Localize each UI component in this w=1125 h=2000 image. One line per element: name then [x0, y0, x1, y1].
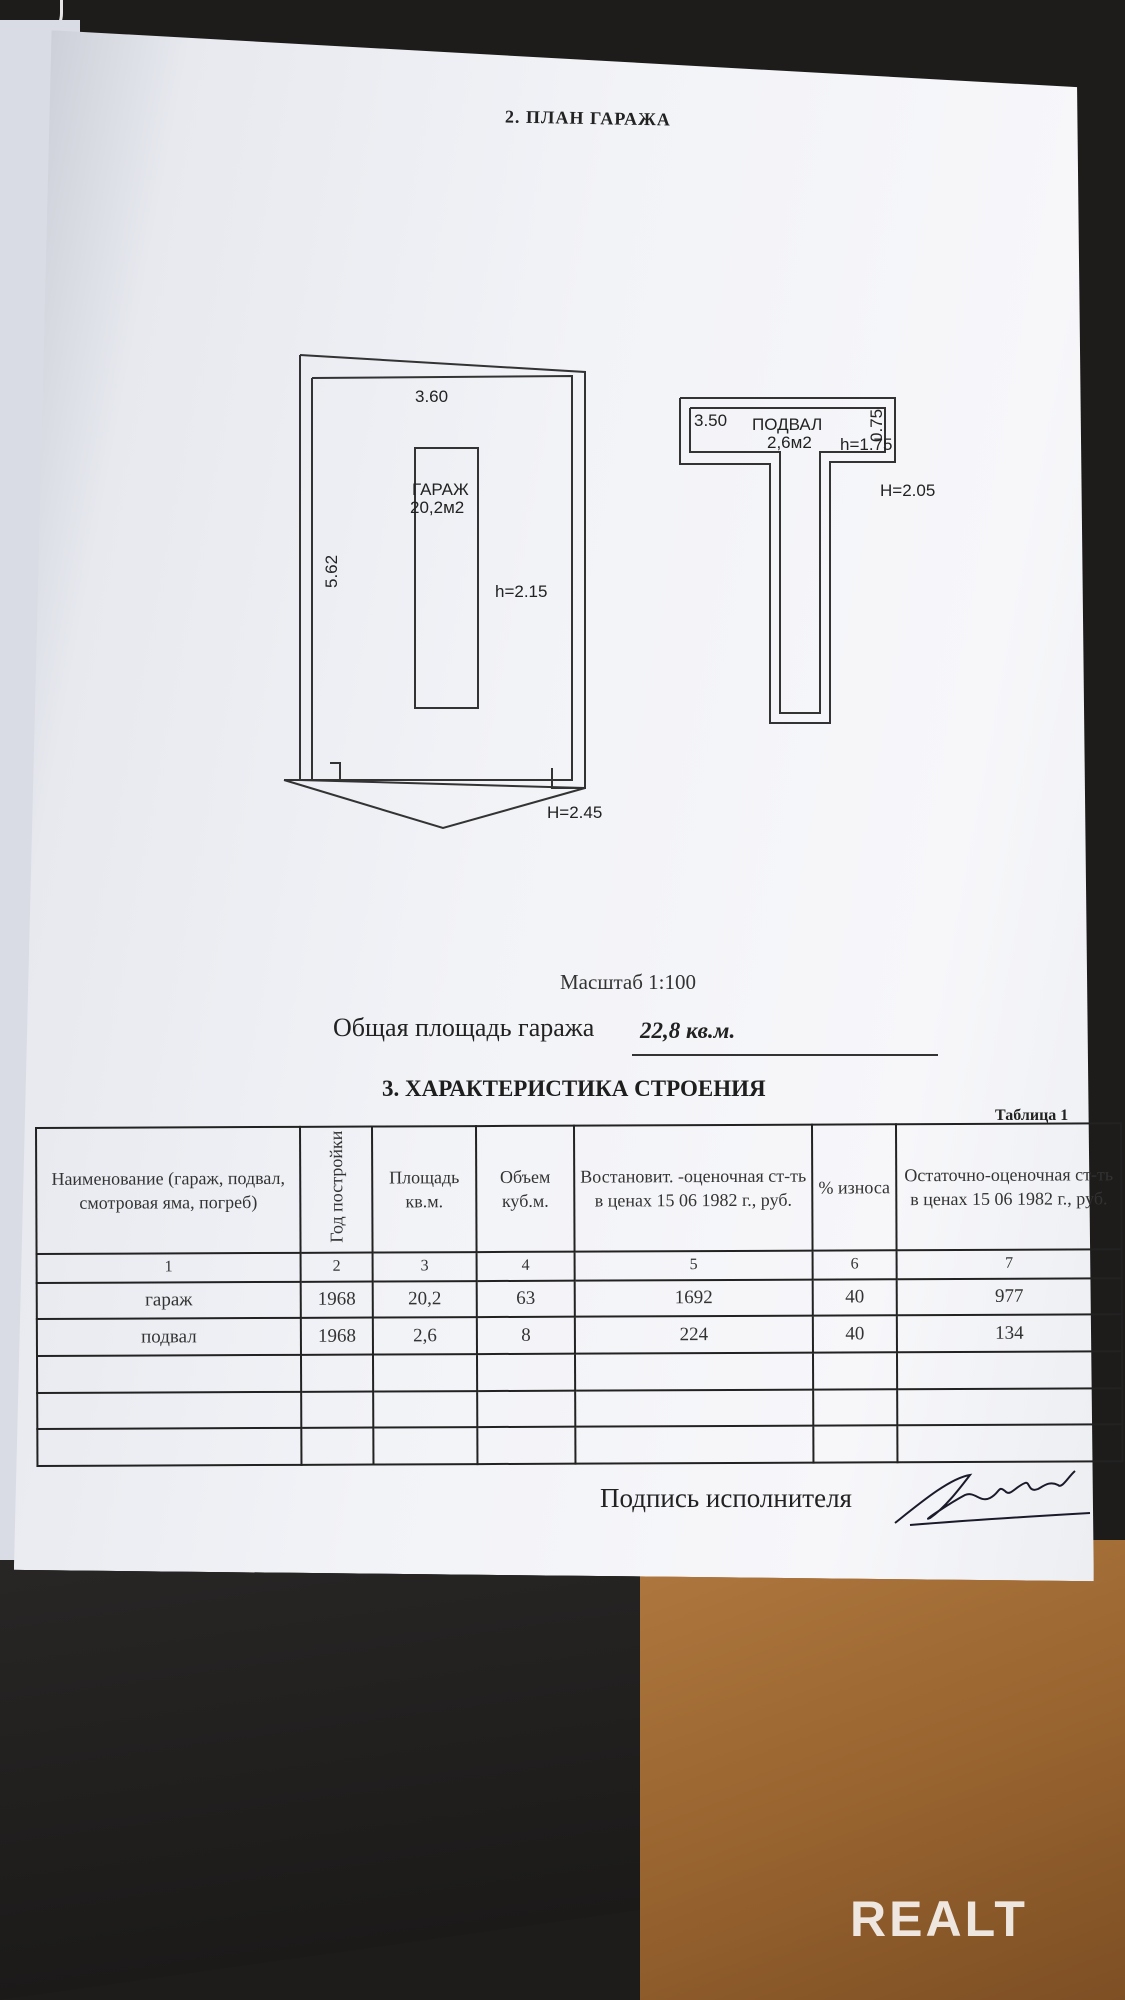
garage-outer-wall — [300, 355, 585, 788]
column-number: 4 — [477, 1252, 575, 1281]
table-row — [37, 1314, 1122, 1355]
total-area-value: 22,8 кв.м. — [640, 1018, 736, 1043]
realt-watermark-logo: REALT — [850, 1891, 1028, 1947]
cell-volume: 63 — [477, 1280, 575, 1317]
cell-area: 20,2 — [373, 1281, 477, 1318]
column-number: 7 — [897, 1249, 1122, 1279]
cellar-outer-height: H=2.05 — [880, 481, 936, 500]
header-area: Площадь кв.м. — [372, 1126, 477, 1252]
garage-width-label: 3.60 — [415, 387, 449, 406]
cellar-width-label: 3.50 — [694, 411, 728, 430]
cell-volume: 8 — [477, 1317, 575, 1354]
header-name: Наименование (гараж, подвал, смотровая яма, погреб) — [36, 1127, 301, 1254]
cell-name: подвал — [37, 1318, 301, 1356]
total-area-label: Общая площадь гаража — [333, 1013, 595, 1042]
cellar-inner-height: h=1.75 — [840, 435, 893, 454]
header-year-text: Год постройки — [325, 1130, 347, 1243]
empty-table-row — [37, 1425, 1122, 1466]
cell-replacement-cost: 224 — [575, 1316, 813, 1354]
scale-label: Масштаб 1:100 — [560, 970, 697, 994]
cell-year: 1968 — [301, 1281, 373, 1318]
column-number: 2 — [301, 1253, 373, 1282]
garage-room-name: ГАРАЖ — [412, 480, 469, 499]
building-characteristics-table — [35, 1122, 1123, 1467]
cell-residual-cost: 134 — [897, 1314, 1122, 1352]
empty-table-row — [37, 1388, 1122, 1429]
header-volume: Объем куб.м. — [476, 1126, 575, 1252]
garage-inner-wall — [312, 376, 572, 780]
characteristics-section-title: 3. ХАРАКТЕРИСТИКА СТРОЕНИЯ — [382, 1076, 766, 1101]
cellar-depth-label: 0.75 — [867, 408, 886, 442]
table-number-label: Таблица 1 — [995, 1107, 1069, 1124]
cell-wear: 40 — [813, 1279, 897, 1316]
garage-floor-plan — [270, 340, 970, 840]
header-wear: % износа — [812, 1124, 897, 1250]
header-residual-cost: Остаточно-оценочная ст-ть в ценах 15 06 1982 г., руб. — [896, 1123, 1122, 1250]
column-number: 5 — [575, 1251, 813, 1281]
cell-residual-cost: 977 — [897, 1278, 1122, 1316]
table-header-row — [36, 1123, 1122, 1254]
garage-gate — [552, 768, 585, 788]
header-replacement-cost: Востановит. -оценочная ст-ть в ценах 15 06 1982 г., руб. — [574, 1125, 813, 1252]
table-row — [37, 1278, 1122, 1319]
column-number: 3 — [373, 1252, 477, 1281]
column-number: 6 — [813, 1250, 897, 1279]
garage-inner-height: h=2.15 — [495, 582, 548, 601]
cell-area: 2,6 — [373, 1317, 477, 1354]
garage-length-label: 5.62 — [322, 554, 341, 588]
cell-name: гараж — [37, 1281, 301, 1319]
header-year — [300, 1127, 373, 1253]
cell-year: 1968 — [301, 1318, 373, 1355]
cellar-room-name: ПОДВАЛ — [752, 415, 823, 434]
column-number: 1 — [37, 1253, 301, 1283]
signature-label: Подпись исполнителя — [600, 1483, 852, 1513]
total-area-underline — [632, 1054, 938, 1056]
garage-outer-height: H=2.45 — [547, 803, 603, 822]
cell-wear: 40 — [813, 1315, 897, 1352]
cell-replacement-cost: 1692 — [575, 1279, 813, 1317]
handwritten-signature — [890, 1463, 1100, 1533]
cellar-room-area: 2,6м2 — [767, 433, 812, 452]
plan-section-title: 2. ПЛАН ГАРАЖА — [504, 106, 672, 130]
empty-table-row — [37, 1351, 1122, 1392]
garage-room-area: 20,2м2 — [410, 498, 465, 517]
